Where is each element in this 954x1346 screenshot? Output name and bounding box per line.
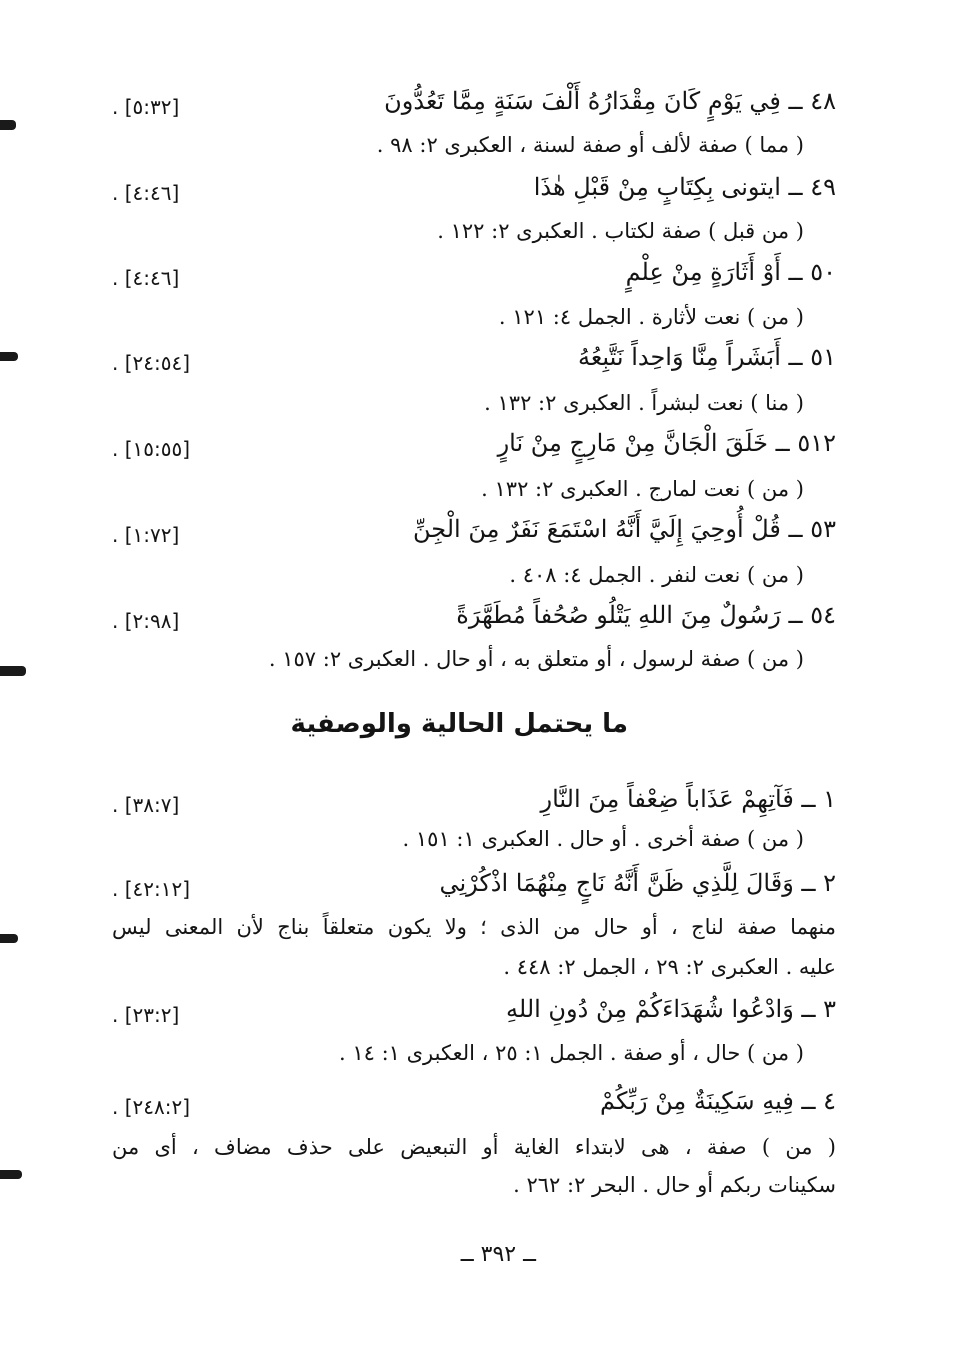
scan-mark <box>0 120 16 130</box>
verse-reference: . [٢٣:٢] <box>112 1003 180 1027</box>
verse-reference: . [٤:٤٦] <box>112 266 180 290</box>
scan-mark <box>0 1170 22 1179</box>
section-heading: ما يحتمل الحالية والوصفية <box>290 709 628 739</box>
verse-line: ٥٣ ــ قُلْ أُوحِيَ إِلَيَّ أَنَّهُ اسْتَمَعَ نَفَرٌ مِنَ الْجِنِّ <box>412 515 836 543</box>
note-line: ( من ) نعت لنفر . الجمل ٤: ٤٠٨ . <box>509 563 804 587</box>
note-line: ( من ) نعت لمارج . العكبرى ٢: ١٣٢ . <box>481 477 804 501</box>
verse-reference: . [١:٧٢] <box>112 523 180 547</box>
verse-line: ٥١ ــ أَبَشَراً مِنَّا وَاحِداً نَتَّبِعُهُ <box>577 343 836 371</box>
scan-mark <box>0 352 18 361</box>
verse-reference: . [٢:٩٨] <box>112 609 180 633</box>
note-line: ( من ) صفة أخرى . أو حال . العكبرى ١: ١٥١ . <box>402 827 804 851</box>
verse-line: ٥٠ ــ أَوْ أَثَارَةٍ مِنْ عِلْمٍ <box>625 258 836 286</box>
note-line: منهما صفة لناج ، أو حال من الذى ؛ ولا يكون متعلقاً بناج لأن المعنى ليس <box>112 915 836 939</box>
verse-reference: . [٣٨:٧] <box>112 793 180 817</box>
verse-reference: . [٤:٤٦] <box>112 181 180 205</box>
verse-reference: . [١٥:٥٥] <box>112 437 191 461</box>
note-line: ( من ) حال ، أو صفة . الجمل ١: ٢٥ ، العكبرى ١: ١٤ . <box>338 1041 804 1065</box>
verse-line: ١ ــ فَآتِهِمْ عَذَاباً ضِعْفاً مِنَ النَّارِ <box>540 785 836 813</box>
verse-line: ٥١٢ ــ خَلَقَ الْجَانَّ مِنْ مَارِجٍ مِنْ نَارٍ <box>497 429 836 457</box>
scan-mark <box>0 666 26 676</box>
verse-line: ٤٨ ــ فِي يَوْمٍ كَانَ مِقْدَارُهُ أَلْفَ سَنَةٍ مِمَّا تَعُدُّونَ <box>384 87 836 115</box>
scan-mark <box>0 934 18 943</box>
note-line: ( منا ) نعت لبشراً . العكبرى ٢: ١٣٢ . <box>484 391 804 415</box>
page-number: ــ ٣٩٢ ــ <box>460 1242 536 1267</box>
note-line: ( من ) صفة ، هى لابتداء الغاية أو التبعيض على حذف مضاف ، أى من <box>112 1135 836 1159</box>
verse-line: ٤ ــ فِيهِ سَكِينَةٌ مِنْ رَبِّكُمْ <box>599 1087 836 1115</box>
verse-reference: . [٤٢:١٢] <box>112 877 191 901</box>
note-line: ( من قبل ) صفة لكتاب . العكبرى ٢: ١٢٢ . <box>437 219 804 243</box>
verse-reference: . [٢٤٨:٢] <box>112 1095 191 1119</box>
verse-line: ٤٩ ــ ايتونى بِكِتَابٍ مِنْ قَبْلِ هٰذَا <box>533 173 836 201</box>
note-line: ( من ) نعت لأثارة . الجمل ٤: ١٢١ . <box>498 305 804 329</box>
note-line: عليه . العكبرى ٢: ٢٩ ، الجمل ٢: ٤٤٨ . <box>503 955 836 979</box>
verse-line: ٢ ــ وَقَالَ لِلَّذِي ظَنَّ أَنَّهُ نَاجٍ مِنْهُمَا اذْكُرْنِي <box>439 869 836 897</box>
note-line: ( من ) صفة لرسول ، أو متعلق به ، أو حال . العكبرى ٢: ١٥٧ . <box>268 647 804 671</box>
verse-line: ٥٤ ــ رَسُولٌ مِنَ اللهِ يَتْلُو صُحُفاً مُطَهَّرَةً <box>456 601 836 629</box>
verse-reference: . [٥:٣٢] <box>112 95 180 119</box>
verse-line: ٣ ــ وَادْعُوا شُهَدَاءَكُمْ مِنْ دُونِ اللهِ <box>506 995 836 1023</box>
note-line: سكينات ربكم أو حال . البحر ٢: ٢٦٢ . <box>513 1173 836 1197</box>
note-line: ( مما ) صفة لألف أو صفة لسنة ، العكبرى ٢: ٩٨ . <box>376 133 804 157</box>
verse-reference: . [٢٤:٥٤] <box>112 351 191 375</box>
